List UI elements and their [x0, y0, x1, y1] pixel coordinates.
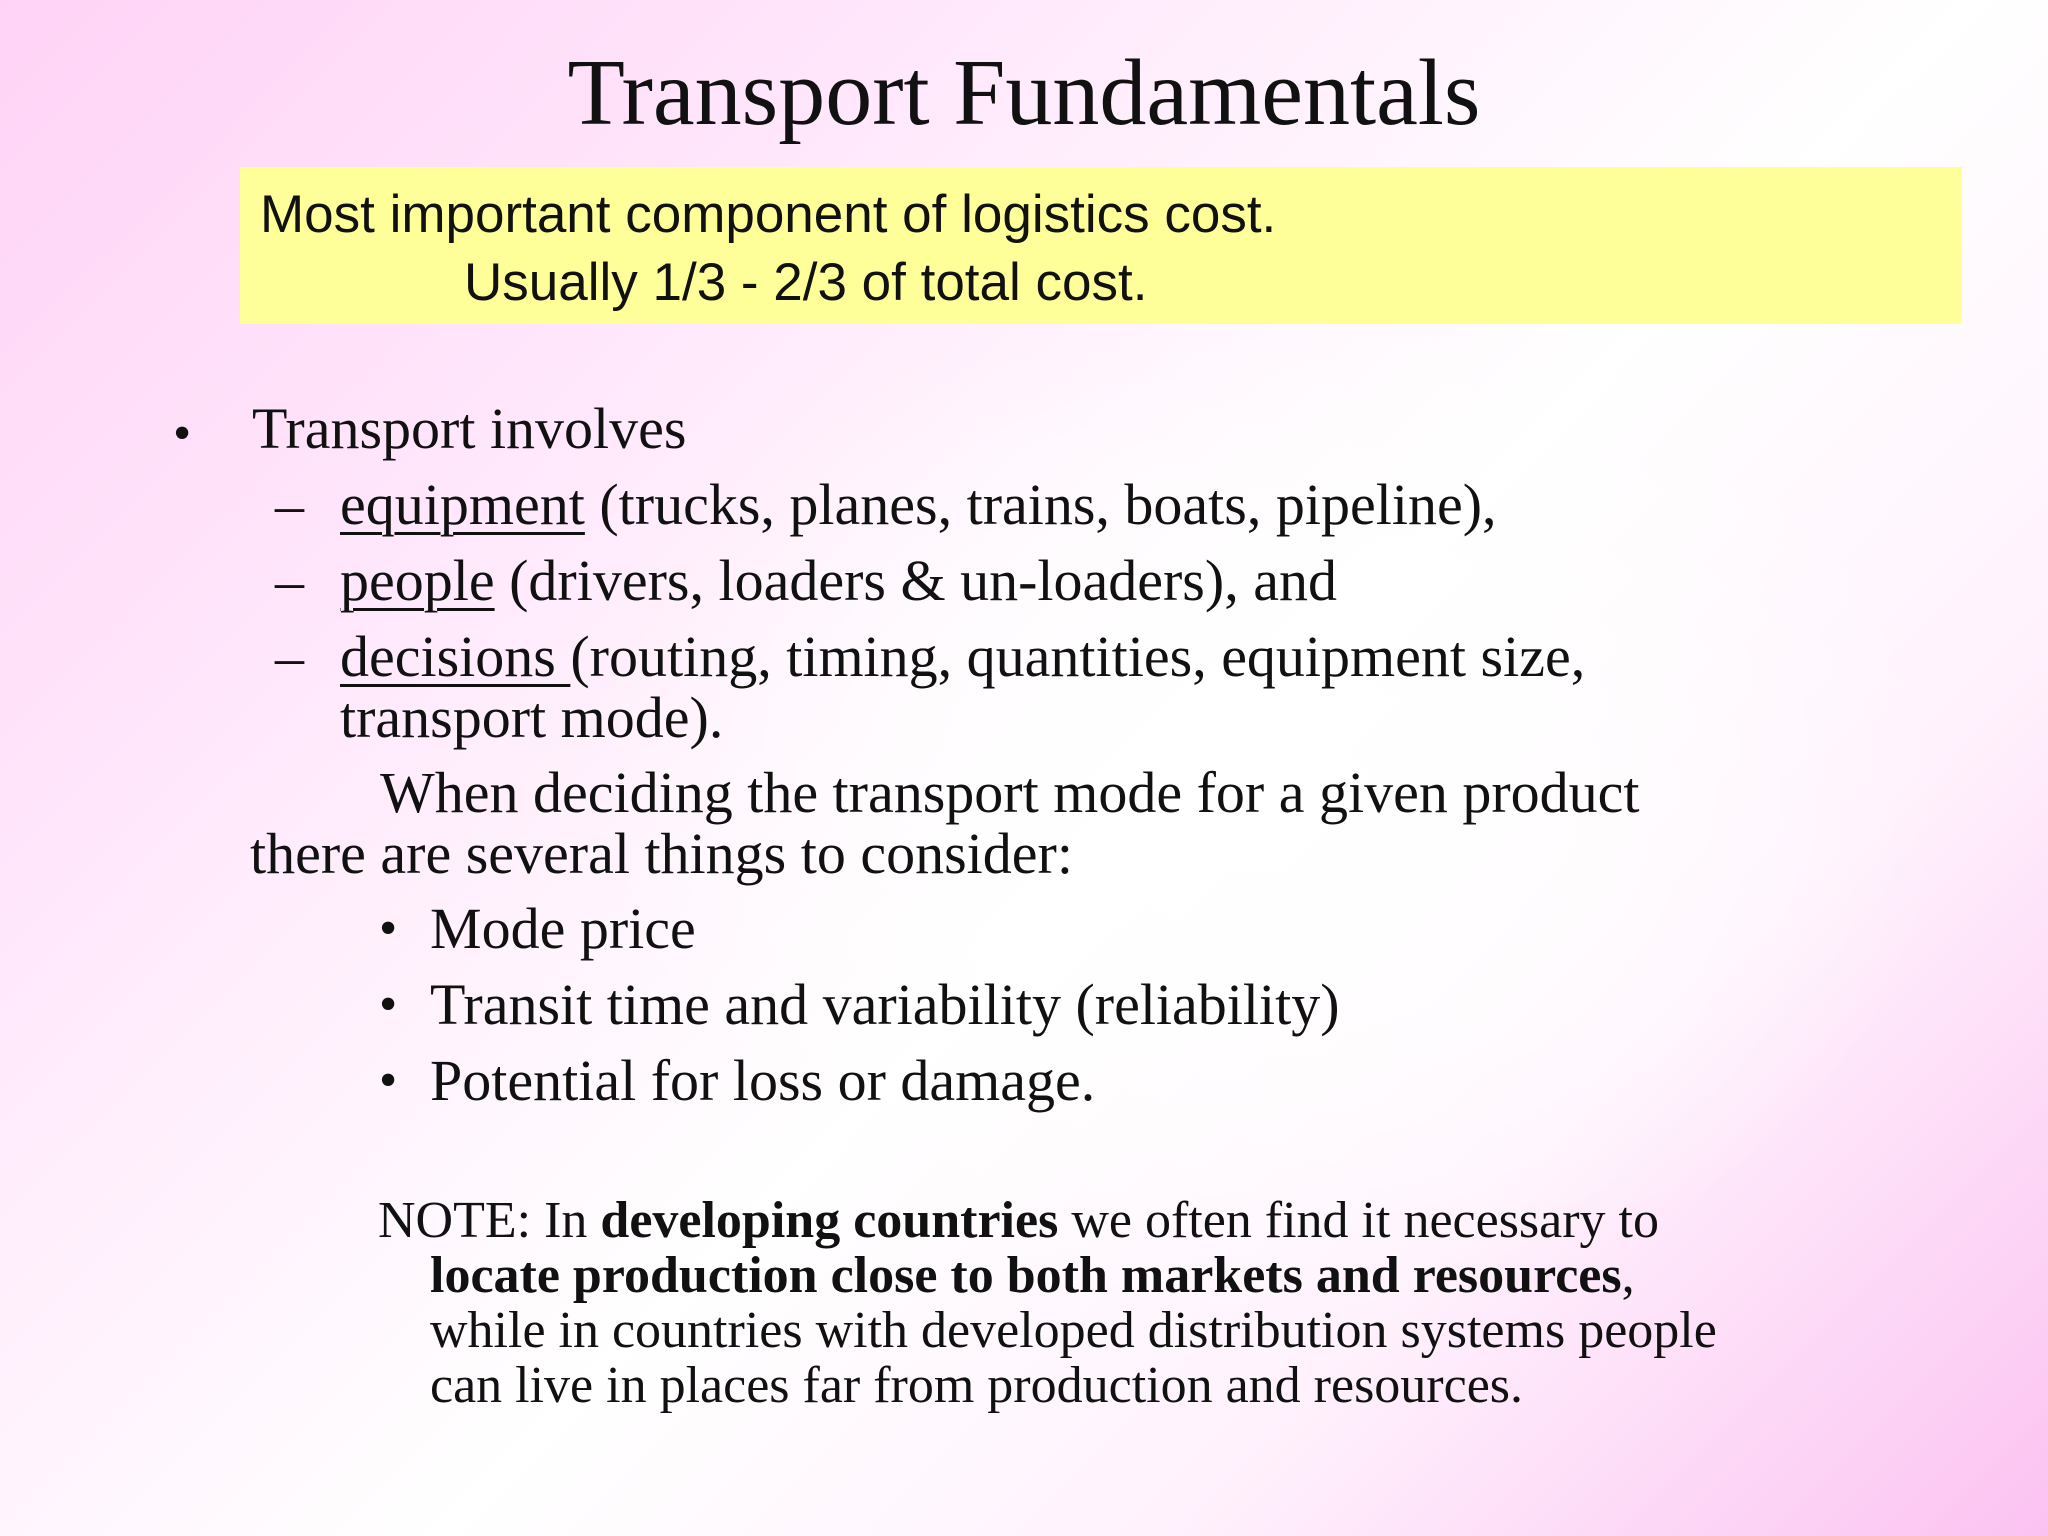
detail-people: (drivers, loaders & un-loaders), and	[494, 548, 1337, 613]
bullet-icon: •	[379, 900, 398, 957]
dash-icon: –	[275, 472, 304, 537]
term-decisions: decisions	[340, 624, 571, 689]
note-emphasis: developing countries	[600, 1192, 1059, 1249]
consideration-item: Mode price	[430, 896, 696, 961]
main-bullet-text: Transport involves	[252, 396, 687, 461]
callout-line-1: Most important component of logistics cost.	[260, 185, 1277, 244]
note-prefix: NOTE: In	[378, 1192, 601, 1249]
note-line-1	[378, 1193, 1659, 1248]
bullet-icon: •	[379, 1052, 398, 1109]
term-equipment: equipment	[340, 472, 585, 537]
slide-title: Transport Fundamentals	[567, 41, 1481, 145]
note-emphasis: locate production close to both markets and resources	[430, 1247, 1622, 1304]
bullet-icon: •	[379, 976, 398, 1033]
note-text: ,	[1621, 1247, 1635, 1304]
sub-item-people	[340, 550, 1337, 612]
highlight-callout-box	[240, 167, 1962, 324]
detail-equipment: (trucks, planes, trains, boats, pipeline),	[584, 472, 1497, 537]
sub-item-decisions-continuation: transport mode).	[340, 685, 724, 750]
note-line-4: can live in places far from production and resources.	[430, 1357, 1524, 1414]
sub-item-decisions	[340, 626, 1585, 688]
dash-icon: –	[275, 624, 304, 689]
bullet-icon: •	[173, 405, 192, 462]
sub-item-equipment	[340, 474, 1497, 536]
term-people: people	[340, 548, 495, 613]
note-line-2	[430, 1248, 1635, 1303]
callout-line-2: Usually 1/3 - 2/3 of total cost.	[464, 253, 1148, 312]
paragraph-line-1: When deciding the transport mode for a given product	[380, 760, 1640, 825]
dash-icon: –	[275, 548, 304, 613]
consideration-item: Transit time and variability (reliability)	[430, 972, 1340, 1037]
note-text: we often find it necessary to	[1058, 1192, 1660, 1249]
detail-decisions: (routing, timing, quantities, equipment size,	[570, 624, 1586, 689]
consideration-item: Potential for loss or damage.	[430, 1048, 1096, 1113]
paragraph-line-2: there are several things to consider:	[250, 821, 1073, 886]
note-line-3: while in countries with developed distribution systems people	[430, 1302, 1717, 1359]
